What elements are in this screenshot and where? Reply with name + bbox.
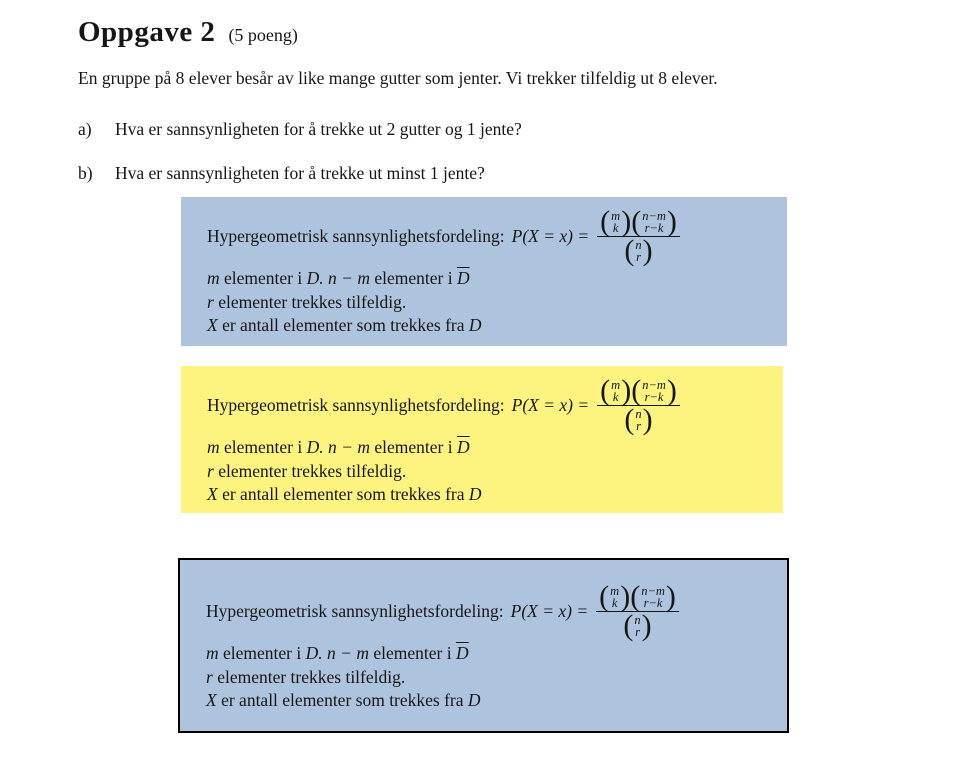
var-D: D	[468, 315, 482, 335]
text-part: elementer i	[219, 437, 307, 457]
text-part: elementer trekkes tilfeldig.	[213, 460, 407, 481]
formula-fraction	[596, 580, 679, 642]
binom-bottom: k	[612, 390, 619, 404]
definition-line-draw	[206, 666, 773, 690]
formula-box-yellow-middle	[181, 366, 783, 513]
text-part: elementer i	[368, 643, 456, 663]
binomial-nm-rk	[631, 205, 677, 238]
fraction-numerator	[596, 580, 679, 613]
binomial-stack	[641, 379, 667, 404]
var-m: m	[207, 268, 220, 288]
binomial-n-r	[624, 234, 653, 267]
text-part: elementer i	[219, 268, 307, 288]
formula-fraction	[597, 374, 680, 436]
binom-bottom: r	[636, 419, 641, 433]
text-part: elementer trekkes tilfeldig.	[212, 666, 406, 687]
text-part: elementer i	[218, 643, 306, 663]
binomial-stack	[634, 239, 642, 264]
binom-bottom: r−k	[644, 390, 664, 404]
intro-paragraph: En gruppe på 8 elever besår av like mange gutter som jenter. Vi trekker tilfeldig ut 8 elever.	[78, 68, 718, 88]
var-r: r	[206, 666, 213, 687]
var-m: m	[206, 643, 219, 663]
var-D-bar: $\overline{D}$	[456, 268, 470, 288]
var-D-bar: $\overline{D}$	[456, 437, 470, 457]
left-paren: (	[631, 374, 642, 407]
text-part: er antall elementer som trekkes fra	[217, 484, 469, 504]
definition-line-elements	[207, 267, 773, 291]
question-a-label: a)	[78, 119, 92, 139]
definition-lines	[206, 642, 773, 713]
right-paren: )	[642, 234, 653, 267]
text-part: elementer i	[369, 268, 457, 288]
var-X: X	[207, 315, 218, 335]
left-paren: (	[623, 609, 634, 642]
question-b-label: b)	[78, 163, 93, 183]
left-paren: (	[600, 374, 611, 407]
question-b-text: Hva er sannsynligheten for å trekke ut minst 1 jente?	[115, 163, 485, 183]
definition-lines	[207, 436, 769, 507]
binom-top: m	[611, 208, 621, 223]
left-paren: (	[630, 580, 641, 613]
var-X: X	[206, 690, 217, 710]
binom-top: m	[611, 377, 621, 392]
formula-box-blue-bottom	[178, 558, 789, 733]
definition-line-elements	[206, 642, 773, 666]
question-a-text: Hva er sannsynligheten for å trekke ut 2 gutter og 1 jente?	[115, 119, 522, 139]
formula-label: Hypergeometrisk sannsynlighetsfordeling:	[207, 226, 505, 246]
binom-top: n−m	[641, 583, 665, 598]
binom-bottom: k	[612, 221, 619, 235]
right-paren: )	[621, 205, 632, 238]
text-part: elementer i	[369, 437, 457, 457]
text-part: elementer trekkes tilfeldig.	[213, 291, 407, 312]
formula-line	[206, 580, 773, 642]
binomial-stack	[610, 210, 621, 235]
binomial-stack	[610, 379, 621, 404]
binom-bottom: r	[635, 625, 640, 639]
binomial-m-k	[599, 580, 631, 613]
right-paren: )	[666, 374, 677, 407]
binom-top: n	[635, 406, 642, 421]
formula-box-blue-top	[181, 197, 787, 346]
right-paren: )	[665, 580, 676, 613]
binomial-stack	[633, 614, 641, 639]
formula-label: Hypergeometrisk sannsynlighetsfordeling:	[207, 395, 505, 415]
definition-line-elements	[207, 436, 769, 460]
binom-bottom: r−k	[644, 221, 664, 235]
text-part: er antall elementer som trekkes fra	[216, 690, 468, 710]
binom-top: n−m	[642, 377, 666, 392]
left-paren: (	[599, 580, 610, 613]
definition-lines	[207, 267, 773, 338]
var-r: r	[207, 460, 214, 481]
probability-expression: P(X = x) =	[511, 395, 590, 415]
exercise-title-text: Oppgave 2	[78, 16, 216, 48]
binomial-nm-rk	[630, 580, 676, 613]
fraction-denominator	[623, 609, 652, 642]
var-m: m	[207, 437, 220, 457]
binom-top: n	[634, 612, 641, 627]
probability-expression: P(X = x) =	[510, 601, 589, 621]
binomial-stack	[634, 408, 642, 433]
binomial-m-k	[600, 374, 632, 407]
binomial-n-r	[623, 609, 652, 642]
binom-top: m	[610, 583, 620, 598]
probability-expression: P(X = x) =	[511, 226, 590, 246]
var-n-minus-m: n − m	[327, 643, 369, 663]
var-D: D	[467, 690, 481, 710]
binom-bottom: r	[636, 250, 641, 264]
fraction-numerator	[597, 205, 680, 238]
left-paren: (	[600, 205, 611, 238]
binomial-m-k	[600, 205, 632, 238]
var-D: D.	[306, 268, 324, 288]
question-a	[78, 119, 522, 140]
binom-bottom: k	[611, 596, 618, 610]
definition-line-X	[206, 689, 773, 713]
var-n-minus-m: n − m	[328, 268, 370, 288]
question-b	[78, 163, 485, 184]
var-r: r	[207, 291, 214, 312]
exercise-points: (5 poeng)	[228, 25, 298, 45]
binom-top: n−m	[642, 208, 666, 223]
binomial-n-r	[624, 403, 653, 436]
formula-line	[207, 374, 769, 436]
right-paren: )	[621, 374, 632, 407]
binom-top: n	[635, 237, 642, 252]
formula-fraction	[597, 205, 680, 267]
var-n-minus-m: n − m	[328, 437, 370, 457]
fraction-denominator	[624, 234, 653, 267]
binomial-stack	[641, 210, 667, 235]
right-paren: )	[620, 580, 631, 613]
fraction-numerator	[597, 374, 680, 407]
var-X: X	[207, 484, 218, 504]
definition-line-X	[207, 483, 769, 507]
binomial-stack	[640, 585, 666, 610]
left-paren: (	[631, 205, 642, 238]
definition-line-draw	[207, 291, 773, 315]
exercise-title	[78, 16, 298, 49]
left-paren: (	[624, 234, 635, 267]
binomial-stack	[609, 585, 620, 610]
var-D: D.	[306, 437, 324, 457]
binom-bottom: r−k	[643, 596, 663, 610]
fraction-denominator	[624, 403, 653, 436]
definition-line-X	[207, 314, 773, 338]
var-D: D	[468, 484, 482, 504]
right-paren: )	[666, 205, 677, 238]
right-paren: )	[642, 403, 653, 436]
var-D: D.	[305, 643, 323, 663]
var-D-bar: $\overline{D}$	[455, 643, 469, 663]
formula-line	[207, 205, 773, 267]
definition-line-draw	[207, 460, 769, 484]
formula-label: Hypergeometrisk sannsynlighetsfordeling:	[206, 601, 504, 621]
binomial-nm-rk	[631, 374, 677, 407]
right-paren: )	[641, 609, 652, 642]
text-part: er antall elementer som trekkes fra	[217, 315, 469, 335]
left-paren: (	[624, 403, 635, 436]
